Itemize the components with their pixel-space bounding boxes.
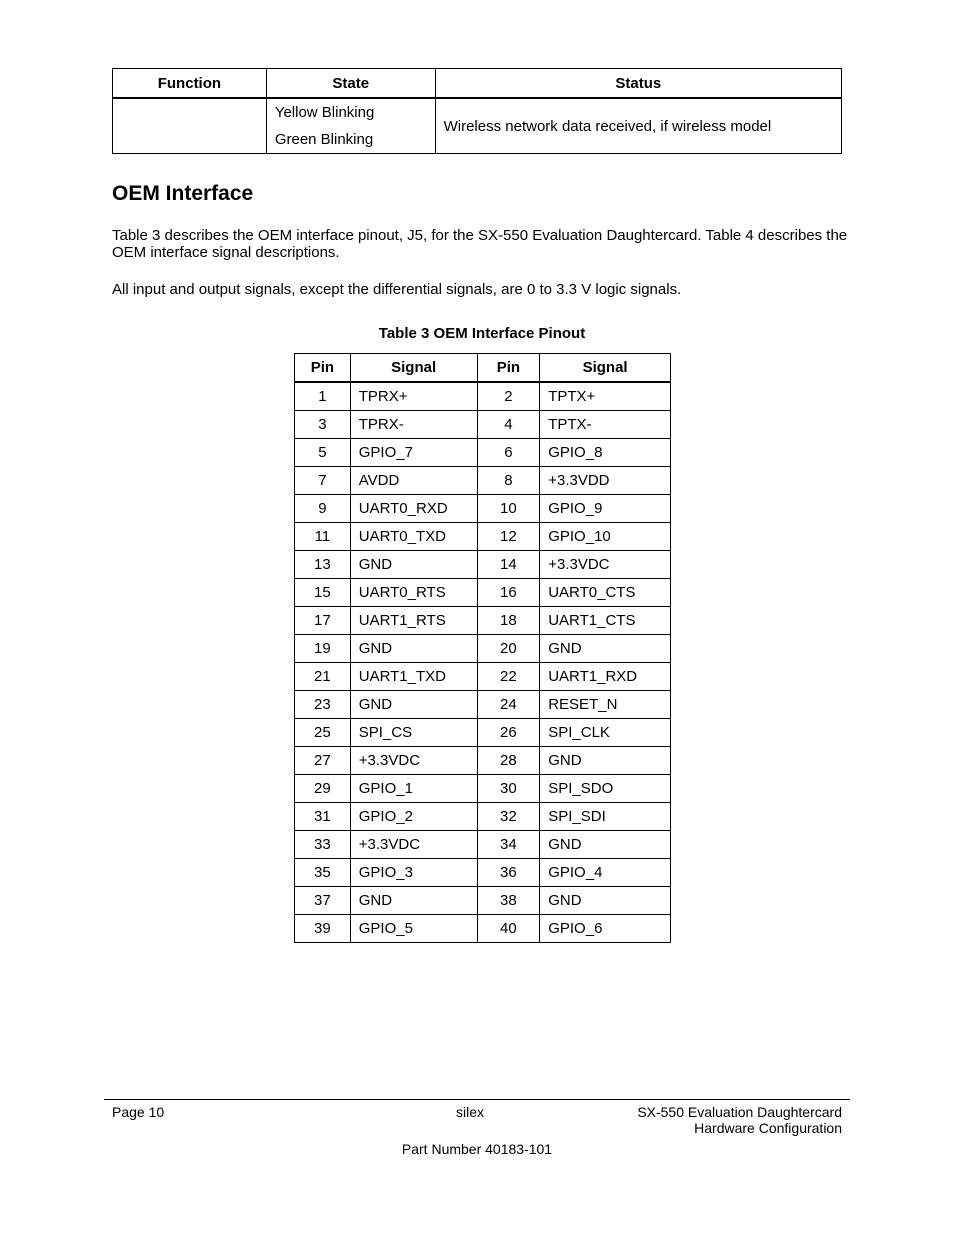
table-row: [295, 411, 671, 439]
table-row: [295, 663, 671, 691]
pin-odd-cell: 35: [295, 859, 351, 887]
signal-odd-cell: GND: [350, 691, 477, 719]
signal-even-cell: UART0_CTS: [540, 579, 671, 607]
pin-even-cell: 28: [477, 747, 540, 775]
signal-odd-cell: TPRX+: [350, 382, 477, 411]
pin-even-cell: 10: [477, 495, 540, 523]
table-row: [295, 607, 671, 635]
pinout-table: [294, 353, 671, 943]
state-cell: [266, 98, 435, 154]
table-row: [295, 495, 671, 523]
pin-odd-cell: 37: [295, 887, 351, 915]
header-pin-odd: Pin: [295, 354, 351, 383]
signal-even-cell: +3.3VDC: [540, 551, 671, 579]
header-pin-even: Pin: [477, 354, 540, 383]
table-row: [295, 887, 671, 915]
signal-odd-cell: GND: [350, 635, 477, 663]
pin-even-cell: 36: [477, 859, 540, 887]
table-row: [295, 859, 671, 887]
signal-even-cell: GPIO_8: [540, 439, 671, 467]
table-row: [295, 635, 671, 663]
signal-even-cell: +3.3VDD: [540, 467, 671, 495]
signal-even-cell: GPIO_9: [540, 495, 671, 523]
table-row: [295, 467, 671, 495]
pin-even-cell: 30: [477, 775, 540, 803]
signal-even-cell: GND: [540, 747, 671, 775]
status-table-row: [113, 98, 842, 154]
pin-even-cell: 2: [477, 382, 540, 411]
signal-even-cell: GND: [540, 831, 671, 859]
pin-even-cell: 24: [477, 691, 540, 719]
pin-even-cell: 14: [477, 551, 540, 579]
pin-odd-cell: 19: [295, 635, 351, 663]
intro-paragraph: Table 3 describes the OEM interface pinout, J5, for the SX-550 Evaluation Daughtercard. Table 4 describes the OEM interface signal descriptions.: [112, 227, 848, 261]
signal-odd-cell: GPIO_1: [350, 775, 477, 803]
table-row: [295, 775, 671, 803]
signal-even-cell: SPI_SDO: [540, 775, 671, 803]
signal-odd-cell: UART0_RXD: [350, 495, 477, 523]
signal-odd-cell: GPIO_2: [350, 803, 477, 831]
signal-even-cell: GPIO_10: [540, 523, 671, 551]
signal-even-cell: TPTX-: [540, 411, 671, 439]
pin-odd-cell: 17: [295, 607, 351, 635]
signal-odd-cell: GND: [350, 887, 477, 915]
table-row: [295, 523, 671, 551]
table-row: [295, 439, 671, 467]
table-row: [295, 579, 671, 607]
pin-odd-cell: 15: [295, 579, 351, 607]
pin-odd-cell: 11: [295, 523, 351, 551]
footer-doc-title-line1: SX-550 Evaluation Daughtercard: [637, 1104, 842, 1120]
footer-company: silex: [455, 1104, 484, 1120]
header-status: Status: [435, 69, 841, 99]
signal-even-cell: UART1_CTS: [540, 607, 671, 635]
pin-odd-cell: 3: [295, 411, 351, 439]
pin-odd-cell: 33: [295, 831, 351, 859]
table-row: [295, 382, 671, 411]
function-cell: [113, 98, 267, 154]
footer-rule: [104, 1099, 850, 1100]
pin-even-cell: 34: [477, 831, 540, 859]
state-yellow-blinking: Yellow Blinking: [274, 104, 375, 121]
header-state: State: [266, 69, 435, 99]
signal-odd-cell: +3.3VDC: [350, 747, 477, 775]
pinout-header-row: [295, 354, 671, 383]
pin-even-cell: 8: [477, 467, 540, 495]
header-function: Function: [113, 69, 267, 99]
footer-page-number: Page 10: [112, 1104, 165, 1120]
signal-odd-cell: GPIO_5: [350, 915, 477, 943]
pin-odd-cell: 13: [295, 551, 351, 579]
table-row: [295, 803, 671, 831]
pin-odd-cell: 25: [295, 719, 351, 747]
footer-part-number: Part Number 40183-101: [401, 1141, 553, 1157]
pin-even-cell: 4: [477, 411, 540, 439]
table-row: [295, 747, 671, 775]
state-green-blinking: Green Blinking: [274, 131, 374, 148]
pin-even-cell: 38: [477, 887, 540, 915]
pin-even-cell: 16: [477, 579, 540, 607]
signal-even-cell: SPI_CLK: [540, 719, 671, 747]
table-caption: Table 3 OEM Interface Pinout: [378, 325, 586, 342]
pin-even-cell: 22: [477, 663, 540, 691]
signal-odd-cell: TPRX-: [350, 411, 477, 439]
pin-odd-cell: 31: [295, 803, 351, 831]
pin-even-cell: 18: [477, 607, 540, 635]
pinout-body: [295, 382, 671, 943]
table-row: [295, 915, 671, 943]
signal-even-cell: GPIO_6: [540, 915, 671, 943]
pin-odd-cell: 27: [295, 747, 351, 775]
signal-even-cell: TPTX+: [540, 382, 671, 411]
signal-even-cell: RESET_N: [540, 691, 671, 719]
signal-odd-cell: GPIO_3: [350, 859, 477, 887]
signal-odd-cell: GND: [350, 551, 477, 579]
pin-even-cell: 6: [477, 439, 540, 467]
pin-even-cell: 40: [477, 915, 540, 943]
signal-odd-cell: SPI_CS: [350, 719, 477, 747]
pin-odd-cell: 21: [295, 663, 351, 691]
signal-odd-cell: UART1_TXD: [350, 663, 477, 691]
header-signal-even: Signal: [540, 354, 671, 383]
pin-odd-cell: 5: [295, 439, 351, 467]
signal-odd-cell: UART0_TXD: [350, 523, 477, 551]
section-heading: OEM Interface: [112, 182, 254, 205]
footer-document-title: [637, 1104, 842, 1136]
signal-odd-cell: AVDD: [350, 467, 477, 495]
status-cell: Wireless network data received, if wireless model: [435, 98, 841, 154]
signal-even-cell: SPI_SDI: [540, 803, 671, 831]
signal-even-cell: GND: [540, 635, 671, 663]
signal-even-cell: GPIO_4: [540, 859, 671, 887]
pin-odd-cell: 23: [295, 691, 351, 719]
signal-odd-cell: +3.3VDC: [350, 831, 477, 859]
header-signal-odd: Signal: [350, 354, 477, 383]
pin-even-cell: 20: [477, 635, 540, 663]
footer-doc-title-line2: Hardware Configuration: [694, 1120, 842, 1136]
signal-even-cell: GND: [540, 887, 671, 915]
table-row: [295, 551, 671, 579]
signal-odd-cell: UART1_RTS: [350, 607, 477, 635]
status-table: [112, 68, 842, 154]
table-row: [295, 831, 671, 859]
signal-odd-cell: GPIO_7: [350, 439, 477, 467]
pin-odd-cell: 39: [295, 915, 351, 943]
pin-odd-cell: 29: [295, 775, 351, 803]
table-row: [295, 691, 671, 719]
signal-even-cell: UART1_RXD: [540, 663, 671, 691]
signal-levels-paragraph: All input and output signals, except the differential signals, are 0 to 3.3 V logic signals.: [112, 281, 682, 298]
table-row: [295, 719, 671, 747]
pin-even-cell: 12: [477, 523, 540, 551]
pin-odd-cell: 7: [295, 467, 351, 495]
pin-even-cell: 26: [477, 719, 540, 747]
status-table-header-row: [113, 69, 842, 99]
pin-odd-cell: 1: [295, 382, 351, 411]
pin-even-cell: 32: [477, 803, 540, 831]
signal-odd-cell: UART0_RTS: [350, 579, 477, 607]
pin-odd-cell: 9: [295, 495, 351, 523]
